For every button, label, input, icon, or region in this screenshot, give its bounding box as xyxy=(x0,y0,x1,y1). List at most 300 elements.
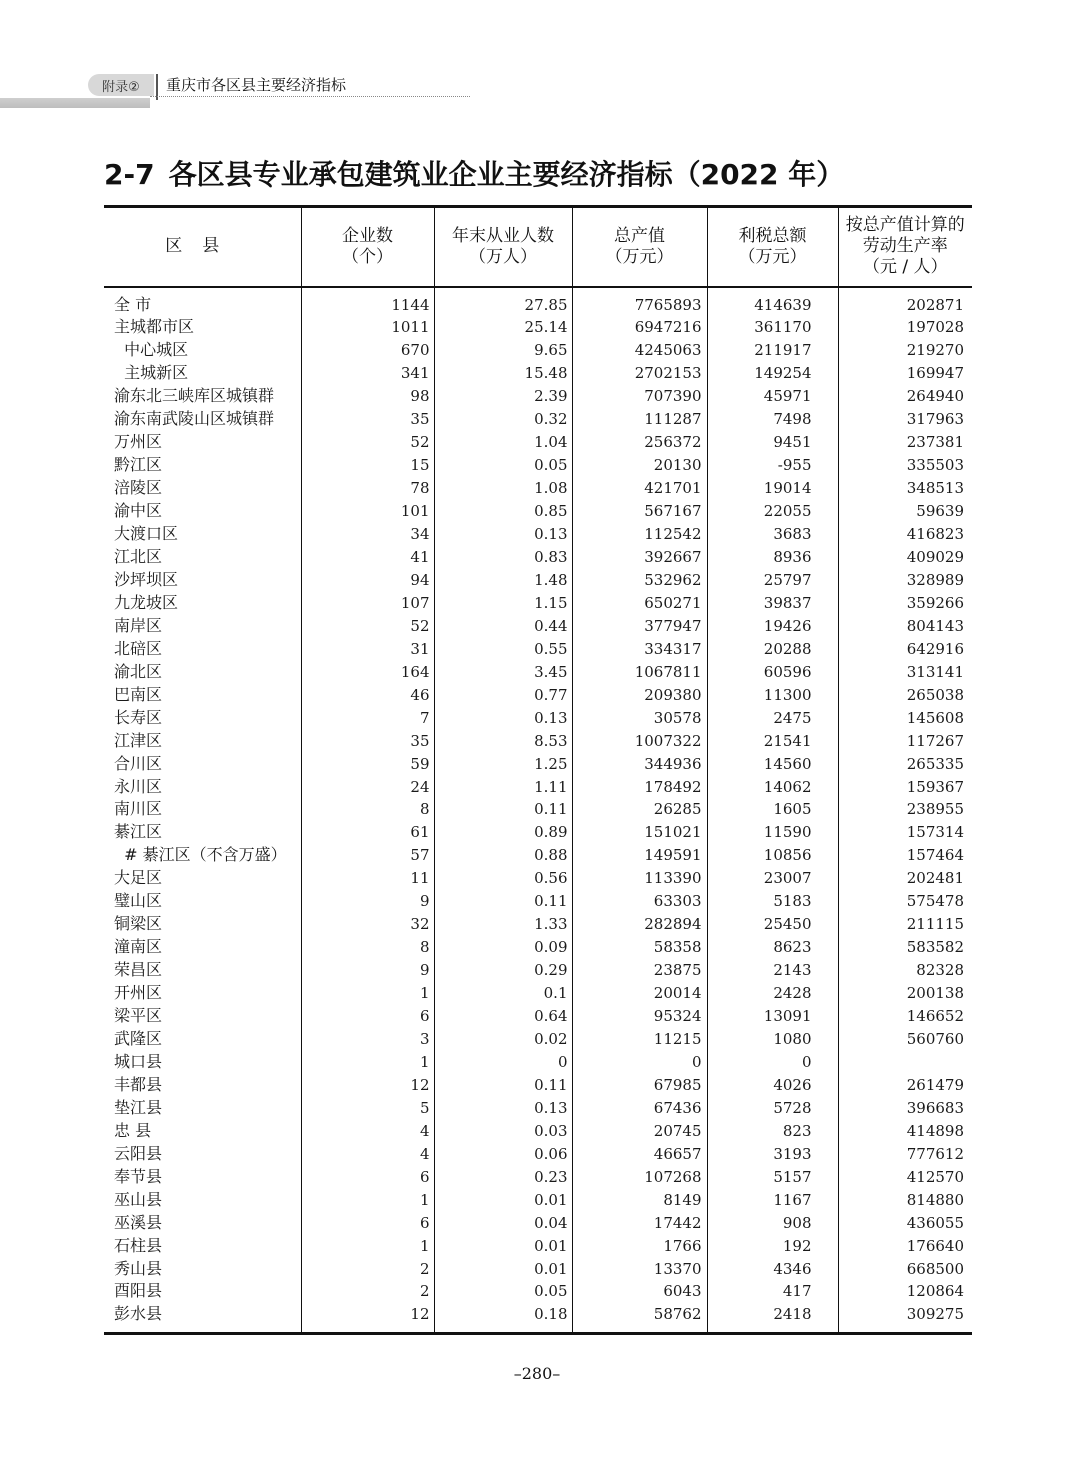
output-cell: 20130 xyxy=(572,454,707,477)
output-cell: 6043 xyxy=(572,1280,707,1303)
table-row xyxy=(104,385,972,408)
tax-cell: 5183 xyxy=(707,890,838,913)
enterprises-cell: 35 xyxy=(301,408,434,431)
table-row xyxy=(104,1235,972,1258)
tax-cell: 4346 xyxy=(707,1258,838,1281)
enterprises-cell: 164 xyxy=(301,661,434,684)
district-cell: 綦江区 xyxy=(114,822,163,842)
productivity-cell: 335503 xyxy=(838,454,972,477)
output-cell: 26285 xyxy=(572,798,707,821)
district-cell: 奉节县 xyxy=(114,1166,163,1186)
enterprises-cell: 1011 xyxy=(301,316,434,339)
productivity-cell: 668500 xyxy=(838,1258,972,1281)
enterprises-cell: 2 xyxy=(301,1258,434,1281)
output-cell: 707390 xyxy=(572,385,707,408)
output-cell: 8149 xyxy=(572,1189,707,1212)
district-cell: 长寿区 xyxy=(114,707,163,727)
output-cell: 13370 xyxy=(572,1258,707,1281)
productivity-cell: 82328 xyxy=(838,959,972,982)
productivity-cell: 416823 xyxy=(838,523,972,546)
enterprises-cell: 12 xyxy=(301,1074,434,1097)
tax-cell: 192 xyxy=(707,1235,838,1258)
tax-cell: 60596 xyxy=(707,661,838,684)
tax-cell: 417 xyxy=(707,1280,838,1303)
district-cell: 黔江区 xyxy=(114,455,163,475)
table-row xyxy=(104,287,972,317)
enterprises-cell: 1 xyxy=(301,982,434,1005)
productivity-cell: 145608 xyxy=(838,707,972,730)
table-row xyxy=(104,913,972,936)
employees-cell: 0.83 xyxy=(434,546,572,569)
table-row xyxy=(104,1051,972,1074)
employees-cell: 0.01 xyxy=(434,1189,572,1212)
tax-cell: 39837 xyxy=(707,592,838,615)
district-cell: 北碚区 xyxy=(114,638,163,658)
output-cell: 67436 xyxy=(572,1097,707,1120)
table-row xyxy=(104,707,972,730)
employees-cell: 0.56 xyxy=(434,867,572,890)
output-cell: 1007322 xyxy=(572,730,707,753)
enterprises-cell: 78 xyxy=(301,477,434,500)
employees-cell: 0.04 xyxy=(434,1212,572,1235)
table-row xyxy=(104,1120,972,1143)
tax-cell: 14560 xyxy=(707,753,838,776)
employees-cell: 0.05 xyxy=(434,454,572,477)
tax-cell: 0 xyxy=(707,1051,838,1074)
table-row xyxy=(104,844,972,867)
output-cell: 178492 xyxy=(572,776,707,799)
productivity-cell: 804143 xyxy=(838,615,972,638)
tax-cell: 2418 xyxy=(707,1303,838,1333)
productivity-cell: 202481 xyxy=(838,867,972,890)
productivity-cell: 120864 xyxy=(838,1280,972,1303)
district-cell: 武隆区 xyxy=(114,1029,163,1048)
table-row xyxy=(104,1280,972,1303)
output-cell: 1766 xyxy=(572,1235,707,1258)
table-body xyxy=(104,287,972,1334)
district-cell: 秀山县 xyxy=(114,1258,163,1278)
tax-cell: 5728 xyxy=(707,1097,838,1120)
enterprises-cell: 9 xyxy=(301,890,434,913)
output-cell: 11215 xyxy=(572,1028,707,1051)
table-row xyxy=(104,316,972,339)
employees-cell: 0.1 xyxy=(434,982,572,1005)
employees-cell: 0.11 xyxy=(434,798,572,821)
district-cell: 永川区 xyxy=(114,776,163,796)
productivity-cell: 414898 xyxy=(838,1120,972,1143)
tax-cell: 11300 xyxy=(707,684,838,707)
tax-cell: 14062 xyxy=(707,776,838,799)
enterprises-cell: 4 xyxy=(301,1120,434,1143)
district-cell: 璧山区 xyxy=(114,891,163,911)
productivity-cell: 313141 xyxy=(838,661,972,684)
tax-cell: 823 xyxy=(707,1120,838,1143)
employees-cell: 1.04 xyxy=(434,431,572,454)
tax-cell: 8623 xyxy=(707,936,838,959)
tax-cell: 2428 xyxy=(707,982,838,1005)
district-cell: 江北区 xyxy=(114,546,163,566)
district-cell: 南川区 xyxy=(114,799,163,819)
enterprises-cell: 59 xyxy=(301,753,434,776)
column-header-output: 总产值 （万元） xyxy=(572,207,707,287)
productivity-cell: 211115 xyxy=(838,913,972,936)
employees-cell: 0.01 xyxy=(434,1258,572,1281)
tax-cell: 13091 xyxy=(707,1005,838,1028)
productivity-cell: 642916 xyxy=(838,638,972,661)
enterprises-cell: 98 xyxy=(301,385,434,408)
output-cell: 112542 xyxy=(572,523,707,546)
output-cell: 282894 xyxy=(572,913,707,936)
output-cell: 209380 xyxy=(572,684,707,707)
table-row xyxy=(104,1303,972,1333)
tax-cell: 22055 xyxy=(707,500,838,523)
tax-cell: 149254 xyxy=(707,362,838,385)
table-row xyxy=(104,1097,972,1120)
table-row xyxy=(104,546,972,569)
productivity-cell: 159367 xyxy=(838,776,972,799)
column-header-employees: 年末从业人数 （万人） xyxy=(434,207,572,287)
employees-cell: 0.44 xyxy=(434,615,572,638)
employees-cell: 0.11 xyxy=(434,1074,572,1097)
enterprises-cell: 31 xyxy=(301,638,434,661)
district-cell: 大足区 xyxy=(114,868,163,888)
table-row xyxy=(104,936,972,959)
productivity-cell: 814880 xyxy=(838,1189,972,1212)
employees-cell: 0.02 xyxy=(434,1028,572,1051)
district-cell: 渝北区 xyxy=(114,661,163,681)
district-cell: 垫江县 xyxy=(114,1097,163,1117)
district-cell: 渝东南武陵山区城镇群 xyxy=(114,409,275,429)
employees-cell: 1.15 xyxy=(434,592,572,615)
employees-cell: 0.06 xyxy=(434,1143,572,1166)
page-number: –280– xyxy=(513,1364,561,1383)
employees-cell: 0.05 xyxy=(434,1280,572,1303)
table-row xyxy=(104,753,972,776)
productivity-cell: 264940 xyxy=(838,385,972,408)
output-cell: 20014 xyxy=(572,982,707,1005)
district-cell: 云阳县 xyxy=(114,1143,163,1163)
productivity-cell: 317963 xyxy=(838,408,972,431)
district-cell: 忠 县 xyxy=(114,1120,152,1140)
productivity-cell: 359266 xyxy=(838,592,972,615)
enterprises-cell: 2 xyxy=(301,1280,434,1303)
output-cell: 107268 xyxy=(572,1166,707,1189)
enterprises-cell: 15 xyxy=(301,454,434,477)
data-table xyxy=(104,205,972,1335)
enterprises-cell: 52 xyxy=(301,615,434,638)
district-cell: 主城都市区 xyxy=(114,317,195,337)
tax-cell: 10856 xyxy=(707,844,838,867)
output-cell: 30578 xyxy=(572,707,707,730)
employees-cell: 0.01 xyxy=(434,1235,572,1258)
enterprises-cell: 34 xyxy=(301,523,434,546)
productivity-cell: 146652 xyxy=(838,1005,972,1028)
header-dotted-rule xyxy=(150,96,470,97)
district-cell: 万州区 xyxy=(114,432,163,452)
enterprises-cell: 4 xyxy=(301,1143,434,1166)
productivity-cell: 169947 xyxy=(838,362,972,385)
table-row xyxy=(104,867,972,890)
table-row xyxy=(104,798,972,821)
employees-cell: 0.85 xyxy=(434,500,572,523)
enterprises-cell: 3 xyxy=(301,1028,434,1051)
tax-cell: 1167 xyxy=(707,1189,838,1212)
header-decor-bar xyxy=(0,98,150,108)
column-header-tax: 利税总额 （万元） xyxy=(707,207,838,287)
productivity-cell: 200138 xyxy=(838,982,972,1005)
productivity-cell: 219270 xyxy=(838,339,972,362)
table-row xyxy=(104,431,972,454)
enterprises-cell: 46 xyxy=(301,684,434,707)
productivity-cell: 409029 xyxy=(838,546,972,569)
output-cell: 334317 xyxy=(572,638,707,661)
tax-cell: 45971 xyxy=(707,385,838,408)
output-cell: 111287 xyxy=(572,408,707,431)
enterprises-cell: 107 xyxy=(301,592,434,615)
enterprises-cell: 6 xyxy=(301,1005,434,1028)
productivity-cell: 202871 xyxy=(838,287,972,317)
enterprises-cell: 6 xyxy=(301,1166,434,1189)
tax-cell: 25450 xyxy=(707,913,838,936)
table-row xyxy=(104,982,972,1005)
employees-cell: 0.11 xyxy=(434,890,572,913)
district-cell: 主城新区 xyxy=(114,363,189,383)
table-row xyxy=(104,1074,972,1097)
tax-cell: -955 xyxy=(707,454,838,477)
table-row xyxy=(104,592,972,615)
tax-cell: 2143 xyxy=(707,959,838,982)
district-cell: 酉阳县 xyxy=(114,1281,163,1301)
enterprises-cell: 6 xyxy=(301,1212,434,1235)
employees-cell: 9.65 xyxy=(434,339,572,362)
output-cell: 392667 xyxy=(572,546,707,569)
district-cell: 城口县 xyxy=(114,1051,163,1071)
table-row xyxy=(104,500,972,523)
tax-cell: 11590 xyxy=(707,821,838,844)
employees-cell: 1.33 xyxy=(434,913,572,936)
table-row xyxy=(104,661,972,684)
employees-cell: 27.85 xyxy=(434,287,572,317)
district-cell: 渝东北三峡库区城镇群 xyxy=(114,386,275,406)
district-cell: 彭水县 xyxy=(104,1303,301,1333)
tax-cell: 2475 xyxy=(707,707,838,730)
tax-cell: 3193 xyxy=(707,1143,838,1166)
employees-cell: 0.13 xyxy=(434,523,572,546)
table-row xyxy=(104,684,972,707)
employees-cell: 0.03 xyxy=(434,1120,572,1143)
enterprises-cell: 8 xyxy=(301,936,434,959)
output-cell: 67985 xyxy=(572,1074,707,1097)
enterprises-cell: 1 xyxy=(301,1189,434,1212)
employees-cell: 0.29 xyxy=(434,959,572,982)
employees-cell: 0.88 xyxy=(434,844,572,867)
output-cell: 23875 xyxy=(572,959,707,982)
employees-cell: 0.77 xyxy=(434,684,572,707)
enterprises-cell: 1 xyxy=(301,1051,434,1074)
enterprises-cell: 24 xyxy=(301,776,434,799)
district-cell: 江津区 xyxy=(114,730,163,750)
enterprises-cell: 94 xyxy=(301,569,434,592)
productivity-cell: 197028 xyxy=(838,316,972,339)
productivity-cell: 560760 xyxy=(838,1028,972,1051)
tax-cell: 8936 xyxy=(707,546,838,569)
table-row xyxy=(104,477,972,500)
employees-cell: 1.25 xyxy=(434,753,572,776)
district-cell: 渝中区 xyxy=(114,501,163,521)
output-cell: 532962 xyxy=(572,569,707,592)
productivity-cell: 583582 xyxy=(838,936,972,959)
employees-cell: 0.32 xyxy=(434,408,572,431)
district-cell: 巫山县 xyxy=(114,1189,163,1209)
enterprises-cell: 1 xyxy=(301,1235,434,1258)
district-cell: 潼南区 xyxy=(114,937,163,957)
productivity-cell: 777612 xyxy=(838,1143,972,1166)
appendix-badge: 附录② xyxy=(88,74,154,96)
district-cell: 石柱县 xyxy=(114,1235,163,1255)
enterprises-cell: 5 xyxy=(301,1097,434,1120)
district-cell: 中心城区 xyxy=(114,340,189,360)
tax-cell: 361170 xyxy=(707,316,838,339)
productivity-cell: 328989 xyxy=(838,569,972,592)
table-row xyxy=(104,454,972,477)
output-cell: 46657 xyxy=(572,1143,707,1166)
district-cell: 丰都县 xyxy=(114,1074,163,1094)
output-cell: 1067811 xyxy=(572,661,707,684)
table-row xyxy=(104,1212,972,1235)
table-header-row xyxy=(104,207,972,287)
enterprises-cell: 41 xyxy=(301,546,434,569)
productivity-cell: 348513 xyxy=(838,477,972,500)
output-cell: 58762 xyxy=(572,1303,707,1333)
district-cell: 开州区 xyxy=(114,983,163,1003)
employees-cell: 0.13 xyxy=(434,1097,572,1120)
productivity-cell: 237381 xyxy=(838,431,972,454)
productivity-cell: 412570 xyxy=(838,1166,972,1189)
enterprises-cell: 61 xyxy=(301,821,434,844)
column-header-productivity: 按总产值计算的 劳动生产率 （元 / 人） xyxy=(838,207,972,287)
productivity-cell: 117267 xyxy=(838,730,972,753)
output-cell: 63303 xyxy=(572,890,707,913)
employees-cell: 0.18 xyxy=(434,1303,572,1333)
employees-cell: 0.09 xyxy=(434,936,572,959)
table-row xyxy=(104,776,972,799)
output-cell: 149591 xyxy=(572,844,707,867)
productivity-cell: 265038 xyxy=(838,684,972,707)
tax-cell: 25797 xyxy=(707,569,838,592)
output-cell: 344936 xyxy=(572,753,707,776)
productivity-cell: 59639 xyxy=(838,500,972,523)
output-cell: 6947216 xyxy=(572,316,707,339)
column-header-district: 区县 xyxy=(104,207,301,287)
enterprises-cell: 12 xyxy=(301,1303,434,1333)
output-cell: 17442 xyxy=(572,1212,707,1235)
employees-cell: 0.89 xyxy=(434,821,572,844)
enterprises-cell: 1144 xyxy=(301,287,434,317)
productivity-cell: 309275 xyxy=(838,1303,972,1333)
enterprises-cell: 670 xyxy=(301,339,434,362)
enterprises-cell: 32 xyxy=(301,913,434,936)
output-cell: 567167 xyxy=(572,500,707,523)
employees-cell: 1.08 xyxy=(434,477,572,500)
output-cell: 2702153 xyxy=(572,362,707,385)
district-cell: 全 市 xyxy=(114,294,152,314)
enterprises-cell: 7 xyxy=(301,707,434,730)
table-row xyxy=(104,1166,972,1189)
productivity-cell: 575478 xyxy=(838,890,972,913)
output-cell: 650271 xyxy=(572,592,707,615)
productivity-cell: 261479 xyxy=(838,1074,972,1097)
output-cell: 20745 xyxy=(572,1120,707,1143)
enterprises-cell: 57 xyxy=(301,844,434,867)
enterprises-cell: 11 xyxy=(301,867,434,890)
district-cell: 合川区 xyxy=(114,753,163,773)
output-cell: 151021 xyxy=(572,821,707,844)
employees-cell: 25.14 xyxy=(434,316,572,339)
district-cell: 巫溪县 xyxy=(114,1212,163,1232)
district-cell: 九龙坡区 xyxy=(114,592,179,612)
enterprises-cell: 35 xyxy=(301,730,434,753)
enterprises-cell: 8 xyxy=(301,798,434,821)
table-row xyxy=(104,362,972,385)
tax-cell: 19014 xyxy=(707,477,838,500)
employees-cell: 3.45 xyxy=(434,661,572,684)
enterprises-cell: 9 xyxy=(301,959,434,982)
employees-cell: 2.39 xyxy=(434,385,572,408)
tax-cell: 7498 xyxy=(707,408,838,431)
page-title xyxy=(104,150,844,200)
output-cell: 0 xyxy=(572,1051,707,1074)
productivity-cell: 436055 xyxy=(838,1212,972,1235)
district-cell: 涪陵区 xyxy=(114,478,163,498)
table-row xyxy=(104,821,972,844)
district-cell: 大渡口区 xyxy=(114,524,179,544)
table-row xyxy=(104,1258,972,1281)
tax-cell: 23007 xyxy=(707,867,838,890)
employees-cell: 1.48 xyxy=(434,569,572,592)
district-cell: 铜梁区 xyxy=(114,914,163,934)
district-cell: 巴南区 xyxy=(114,684,163,704)
table-row xyxy=(104,890,972,913)
output-cell: 7765893 xyxy=(572,287,707,317)
table-title: 各区县专业承包建筑业企业主要经济指标（2022 年） xyxy=(168,158,845,191)
tax-cell: 414639 xyxy=(707,287,838,317)
tax-cell: 4026 xyxy=(707,1074,838,1097)
district-cell: 南岸区 xyxy=(114,615,163,635)
employees-cell: 0.23 xyxy=(434,1166,572,1189)
employees-cell: 0.64 xyxy=(434,1005,572,1028)
output-cell: 421701 xyxy=(572,477,707,500)
table-row xyxy=(104,1028,972,1051)
productivity-cell: 265335 xyxy=(838,753,972,776)
output-cell: 256372 xyxy=(572,431,707,454)
productivity-cell: 176640 xyxy=(838,1235,972,1258)
output-cell: 58358 xyxy=(572,936,707,959)
tax-cell: 908 xyxy=(707,1212,838,1235)
productivity-cell: 238955 xyxy=(838,798,972,821)
table-row xyxy=(104,959,972,982)
district-cell: # 綦江区（不含万盛） xyxy=(114,845,287,865)
district-cell: 沙坪坝区 xyxy=(114,569,179,589)
tax-cell: 3683 xyxy=(707,523,838,546)
table-row xyxy=(104,615,972,638)
district-cell: 荣昌区 xyxy=(114,960,163,980)
table-row xyxy=(104,1143,972,1166)
productivity-cell: 157464 xyxy=(838,844,972,867)
table-row xyxy=(104,408,972,431)
tax-cell: 20288 xyxy=(707,638,838,661)
tax-cell: 19426 xyxy=(707,615,838,638)
tax-cell: 9451 xyxy=(707,431,838,454)
